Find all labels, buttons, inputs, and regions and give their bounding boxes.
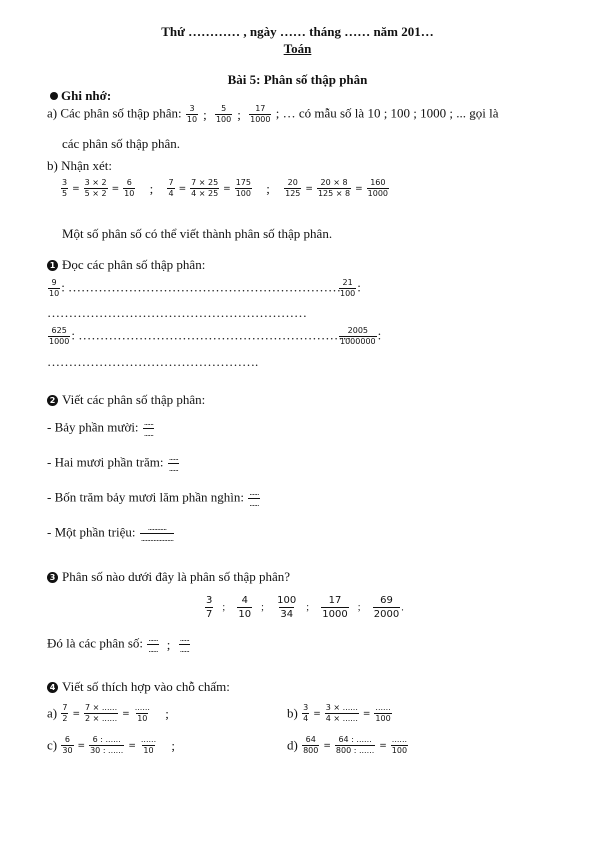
note-a-line: a) Các phân số thập phân: $\frac{3}{10}$ ; $\frac{5}{100}$ ; $\frac{17}{1000}$ ; … có mẫu số là 10 ; 100 ; 1000 ; ... gọi là [47, 104, 499, 124]
date-line: Thứ ………… , ngày …… tháng …… năm 201… [161, 24, 434, 39]
ex1-title: 1 Đọc các phân số thập phân: [47, 257, 205, 273]
fraction: $\frac{......}{100}$ [375, 703, 391, 723]
fraction: $\frac{3 \times ......}{4 \times ......}$ [325, 703, 358, 723]
note-b-equations: $\frac{3}{5}$ = $\frac{3 \times 2}{5 \times 2}$ = $\frac{6}{10}$ ; $\frac{7}{4}$ = $\frac{7 \times 25}{4 \times 25}$ = $\frac{175}{100}$ ; $\frac{20}{125}$ = $\frac{20 \times 8}{125 \times 8}$ = $\frac{160}{1000}$ [62, 178, 389, 198]
ex1-row2-line2: …………………………………………. [47, 354, 259, 369]
lesson-title: Bài 5: Phân số thập phân [227, 72, 368, 87]
number-two-icon: 2 [47, 395, 58, 406]
fraction: $\frac{17}{1000}$ [322, 595, 348, 620]
fraction: $\frac{100}{34}$ [277, 595, 297, 620]
blank-fraction: $\frac{......}{......}$ [143, 418, 154, 438]
fraction: $\frac{7 \times 25}{4 \times 25}$ [191, 178, 219, 198]
fraction: $\frac{3 \times 2}{5 \times 2}$ [84, 178, 107, 198]
ex1-row2-right: $\frac{2005}{1000000}$ : [340, 326, 382, 346]
fraction: $\frac{7 \times ......}{2 \times ......}$ [85, 703, 118, 723]
fraction: $\frac{175}{100}$ [235, 178, 251, 198]
fraction: $\frac{5}{100}$ [215, 104, 232, 124]
fraction: $\frac{6}{30}$ [62, 735, 73, 755]
ex3-answer: Đó là các phân số: $\frac{......}{......}$ ; $\frac{......}{......}$ [47, 634, 189, 654]
ex4-d: d) $\frac{64}{800}$ = $\frac{64 : ......}{800 : ......}$ = $\frac{......}{100}$ [287, 735, 408, 755]
blank-fraction: $\frac{......}{......}$ [179, 634, 189, 654]
blank-fraction: $\frac{......}{......}$ [148, 634, 158, 654]
ex2-item: - Hai mươi phần trăm: $\frac{......}{......}$ [47, 453, 178, 473]
ex2-title: 2 Viết các phân số thập phân: [47, 392, 205, 408]
blank-fraction: $\frac{......}{......}$ [249, 488, 259, 508]
fraction: $\frac{3}{10}$ [186, 104, 198, 124]
fraction: $\frac{7}{2}$ [62, 703, 68, 723]
note-a-line2: các phân số thập phân. [62, 136, 181, 151]
note-b-label: b) Nhận xét: [47, 158, 112, 173]
blank-fraction: $\frac{......}{......}$ [168, 453, 178, 473]
fraction: $\frac{64 : ......}{800 : ......}$ [335, 735, 375, 755]
fraction: $\frac{7}{4}$ [168, 178, 174, 198]
bullet-icon [50, 92, 58, 100]
fraction: $\frac{......}{10}$ [134, 703, 150, 723]
ex1-row1: $\frac{9}{10}$ : ……………………………………………………… [49, 278, 342, 298]
ex1-row1-line2: …………………………………………………… [47, 305, 307, 320]
fraction: $\frac{625}{1000}$ [49, 326, 70, 346]
fraction: $\frac{64}{800}$ [303, 735, 319, 755]
fraction: $\frac{2005}{1000000}$ [340, 326, 376, 346]
fraction: $\frac{69}{2000}$ [373, 595, 400, 620]
ex4-b: b) $\frac{3}{4}$ = $\frac{3 \times ......}{4 \times ......}$ = $\frac{......}{100}$ [287, 703, 391, 723]
ex4-title: 4 Viết số thích hợp vào chỗ chấm: [47, 679, 230, 695]
fraction: $\frac{4}{10}$ [238, 595, 252, 620]
ex3-title: 3 Phân số nào dưới đây là phân số thập phân? [47, 569, 290, 585]
fraction: $\frac{6 : ......}{30 : ......}$ [90, 735, 124, 755]
blank-fraction: $\frac{............}{.....................}$ [140, 523, 174, 543]
fraction: $\frac{20 \times 8}{125 \times 8}$ [317, 178, 351, 198]
ex2-item: - Bốn trăm bảy mươi lăm phần nghìn: $\frac{......}{......}$ [47, 488, 259, 508]
fraction: $\frac{160}{1000}$ [367, 178, 389, 198]
ex1-row2: $\frac{625}{1000}$ : ……………………………………………………… [49, 326, 352, 346]
ex4-c: c) $\frac{6}{30}$ = $\frac{6 : ......}{30 : ......}$ = $\frac{......}{10}$ ; [47, 735, 175, 755]
fraction: $\frac{17}{1000}$ [250, 104, 271, 124]
note-conclusion: Một số phân số có thể viết thành phân số thập phân. [62, 226, 333, 241]
fraction: $\frac{20}{125}$ [285, 178, 301, 198]
fraction: $\frac{3}{7}$ [206, 595, 213, 620]
note-heading: Ghi nhớ: [50, 88, 111, 104]
number-one-icon: 1 [47, 260, 58, 271]
subject-title: Toán [283, 41, 312, 56]
fraction: $\frac{21}{100}$ [340, 278, 356, 298]
fraction: $\frac{......}{100}$ [391, 735, 408, 755]
ex1-row1-right: $\frac{21}{100}$ : [340, 278, 361, 298]
fraction: $\frac{9}{10}$ [49, 278, 60, 298]
ex3-fractions: $\frac{3}{7}$ ; $\frac{4}{10}$ ; $\frac{100}{34}$ ; $\frac{17}{1000}$ ; $\frac{69}{2000}$ . [206, 595, 404, 620]
fraction: $\frac{3}{4}$ [303, 703, 309, 723]
fraction: $\frac{6}{10}$ [124, 178, 135, 198]
number-three-icon: 3 [47, 572, 58, 583]
ex2-item: - Một phần triệu: $\frac{............}{.....................}$ [47, 523, 174, 543]
number-four-icon: 4 [47, 682, 58, 693]
fraction: $\frac{3}{5}$ [62, 178, 68, 198]
fraction: $\frac{......}{10}$ [140, 735, 157, 755]
ex2-item: - Bảy phần mười: $\frac{......}{......}$ [47, 418, 154, 438]
ex4-a: a) $\frac{7}{2}$ = $\frac{7 \times ......}{2 \times ......}$ = $\frac{......}{10}$ ; [47, 703, 169, 723]
